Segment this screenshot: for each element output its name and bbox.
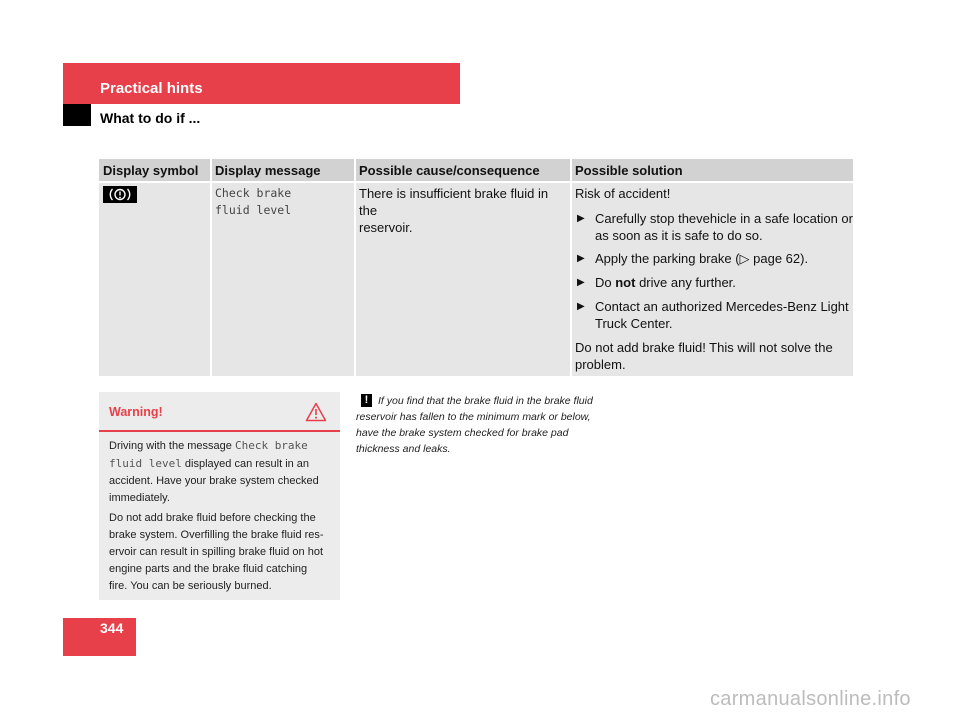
bullet-icon: ▶ xyxy=(577,213,585,224)
possible-cause: There is insufficient brake fluid in the reservoir. xyxy=(359,186,549,235)
solution-step-1: Carefully stop thevehicle in a safe location or as soon as it is safe to do so. xyxy=(595,211,853,243)
bullet-icon: ▶ xyxy=(577,301,585,312)
note-text: If you find that the brake fluid in the brake fluid reservoir has fallen to the minimum mark or below, have the brake system checked for brake pad thickness and leaks. xyxy=(356,395,593,455)
solution-step-3: Do not drive any further. xyxy=(595,275,736,290)
warning-title: Warning! xyxy=(109,405,163,419)
note-icon: ! xyxy=(361,394,372,407)
solution-outro: Do not add brake fluid! This will not solve the problem. xyxy=(575,340,833,372)
column-header-message: Display message xyxy=(215,163,321,178)
solution-intro: Risk of accident! xyxy=(575,186,671,201)
column-header-cause: Possible cause/consequence xyxy=(359,163,540,178)
header-marker xyxy=(63,104,91,126)
section-title: Practical hints xyxy=(100,80,203,97)
column-header-symbol: Display symbol xyxy=(103,163,199,178)
page-number: 344 xyxy=(100,620,124,636)
solution-step-4: Contact an authorized Mercedes-Benz Light Truck Center. xyxy=(595,299,849,331)
section-subtitle: What to do if ... xyxy=(100,110,201,126)
warning-divider xyxy=(99,430,340,432)
warning-triangle-icon xyxy=(305,402,327,427)
symbol-table xyxy=(99,159,853,376)
warning-box xyxy=(99,392,340,600)
bullet-icon: ▶ xyxy=(577,253,585,264)
solution-step-2: Apply the parking brake (▷ page 62). xyxy=(595,251,809,266)
brake-warning-icon xyxy=(103,186,137,203)
warning-paragraph-1: Driving with the message Check brake fluid level displayed can result in an accident. Have your brake system checked immediately. xyxy=(109,439,319,504)
display-message: Check brake fluid level xyxy=(215,186,292,217)
warning-paragraph-2: Do not add brake fluid before checking the brake system. Overfilling the brake fluid res- ervoir can result in spilling brake fluid on hot engine parts and the brake fluid catching fire. You can be seriously burned. xyxy=(109,512,324,592)
watermark: carmanualsonline.info xyxy=(710,688,911,710)
column-header-solution: Possible solution xyxy=(575,163,683,178)
bullet-icon: ▶ xyxy=(577,277,585,288)
